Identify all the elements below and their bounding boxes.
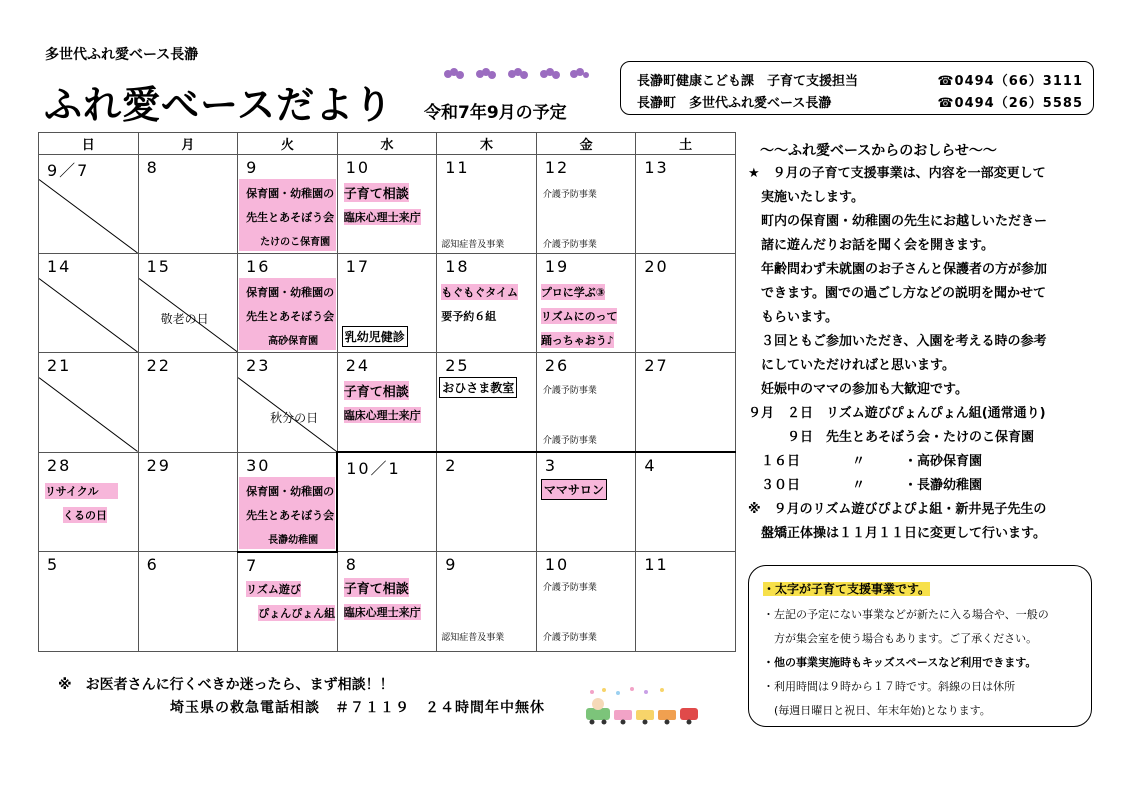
day-number: 9／7: [47, 161, 90, 180]
notice-line: ３０日 〃 ・長瀞幼稚園: [748, 478, 983, 493]
day-cell: [238, 155, 338, 254]
grape-decoration-icon: [440, 66, 590, 82]
day-cell: [238, 254, 338, 353]
event-small: 介護予防事業: [542, 583, 597, 593]
event-boxed: おひさま教室: [439, 377, 517, 398]
day-cell-closed: [39, 353, 139, 453]
event-small: 認知症普及事業: [441, 633, 505, 643]
info-line: ・左記の予定にない事業などが新たに入る場合や、一般の: [763, 608, 1049, 621]
day-number: 2: [445, 456, 458, 475]
day-cell: [636, 452, 736, 552]
notice-line: ９月 ２日 リズム遊びぴょんぴょん組(通常通り): [748, 406, 1046, 421]
notice-line: もらいます。: [748, 310, 838, 325]
holiday-label: 秋分の日: [270, 411, 319, 425]
day-number: 26: [544, 356, 570, 375]
day-cell: [437, 452, 537, 552]
day-cell: [437, 552, 537, 652]
day-number: 3: [544, 456, 557, 475]
calendar-week: [39, 452, 736, 552]
notice-line: ３回ともご参加いただき、入園を考える時の参考: [748, 334, 1047, 349]
day-number: 11: [644, 555, 669, 574]
organization-name: 多世代ふれ愛ベース長瀞: [45, 47, 199, 63]
event-line: リズム遊び: [246, 582, 301, 596]
event-line: リズムにのって: [540, 310, 618, 323]
day-cell: [337, 452, 437, 552]
event-line: 要予約６組: [441, 310, 497, 323]
notice-title: ～～ふれ愛ベースからのおしらせ～～: [760, 143, 997, 159]
day-number: 18: [445, 257, 470, 276]
day-number: 27: [644, 356, 669, 375]
weekday-label: 水: [337, 133, 437, 155]
contact-tel: ☎0494（26）5585: [937, 96, 1083, 111]
event-line: 先生とあそぼう会: [246, 211, 335, 224]
weekday-label: 日: [39, 133, 139, 155]
event-small: 介護予防事業: [542, 386, 597, 396]
day-number: 19: [544, 257, 570, 276]
weekday-header: [39, 133, 736, 155]
info-line: ・利用時間は９時から１７時です。斜線の日は休所: [763, 680, 1016, 693]
day-number: 15: [146, 257, 171, 276]
event-line: プロに学ぶ③: [540, 286, 606, 299]
day-number: 21: [47, 356, 72, 375]
day-cell: [636, 353, 736, 453]
day-cell: [39, 552, 139, 652]
event-small: 介護予防事業: [542, 190, 597, 200]
day-number: 9: [445, 555, 458, 574]
notice-body: [748, 162, 1098, 546]
day-cell-closed: [138, 254, 238, 353]
calendar: [38, 132, 736, 658]
day-number: 28: [47, 455, 72, 475]
footer-advice: ※ お医者さんに行くべきか迷ったら、まず相談！！: [58, 677, 394, 693]
day-cell: [39, 452, 139, 552]
day-number: 25: [445, 356, 470, 375]
day-cell: [536, 353, 636, 453]
day-cell: [636, 552, 736, 652]
day-number: 10: [345, 158, 371, 177]
day-number: 22: [146, 356, 171, 375]
event-line: 保育園・幼稚園の: [246, 484, 335, 498]
notice-line: 町内の保育園・幼稚園の先生にお越しいただきー: [748, 214, 1048, 229]
contact-row: [637, 92, 1083, 111]
day-cell: [138, 353, 238, 453]
notice-line: 盤矯正体操は１１月１１日に変更して行います。: [748, 526, 1046, 541]
calendar-week: [39, 552, 736, 652]
day-number: 10: [544, 555, 570, 574]
event-line: 子育て相談: [344, 578, 409, 597]
contact-name: 長瀞町 多世代ふれ愛ベース長瀞: [637, 96, 832, 111]
notice-line: ★ ９月の子育て支援事業は、内容を一部変更して: [748, 166, 1046, 181]
day-number: 8: [345, 555, 358, 574]
day-cell: [536, 254, 636, 353]
day-number: 29: [146, 455, 171, 475]
day-cell: [337, 552, 437, 652]
day-number: 9: [246, 158, 259, 177]
contact-box: [620, 61, 1094, 115]
info-line: 方が集会室を使う場合もあります。ご了承ください。: [763, 632, 1038, 645]
contact-name: 長瀞町健康こども課 子育て支援担当: [637, 74, 859, 89]
day-cell: [138, 452, 238, 552]
day-number: 5: [47, 555, 60, 574]
day-cell: [437, 155, 537, 254]
day-number: 8: [146, 158, 159, 177]
day-cell: [536, 552, 636, 652]
notice-line: できます。園での過ごし方などの説明を聞かせて: [748, 286, 1046, 301]
day-number: 12: [544, 158, 570, 177]
day-cell: [536, 155, 636, 254]
day-cell: [437, 254, 537, 353]
info-line: (毎週日曜日と祝日、年末年始)となります。: [763, 704, 991, 717]
toy-train-icon: [582, 686, 702, 726]
day-number: 24: [345, 356, 371, 375]
weekday-label: 月: [138, 133, 238, 155]
event-line: くるの日: [63, 508, 107, 522]
day-cell: [238, 552, 338, 652]
event-line: 高砂保育園: [268, 336, 319, 347]
info-line: ・他の事業実施時もキッズスペースなど利用できます。: [763, 656, 1037, 669]
notice-line: 年齢問わず未就園のお子さんと保護者の方が参加: [748, 262, 1048, 277]
day-number: 23: [246, 356, 271, 375]
event-line: 臨床心理士来庁: [343, 211, 421, 224]
event-line: 臨床心理士来庁: [343, 606, 421, 619]
weekday-label: 木: [437, 133, 537, 155]
event-line: 長瀞幼稚園: [268, 534, 319, 546]
day-cell: [536, 452, 636, 552]
event-line: 踊っちゃおう♪: [540, 334, 614, 347]
day-number: 17: [345, 257, 371, 276]
event-line: 先生とあそぼう会: [246, 310, 335, 323]
notice-line: 諸に遊んだりお話を聞く会を開きます。: [748, 238, 994, 253]
newsletter-title: ふれ愛べースだより: [44, 83, 394, 127]
weekday-label: 金: [536, 133, 636, 155]
event-small: 介護予防事業: [542, 240, 597, 250]
event-line: 保育園・幼稚園の: [246, 286, 335, 299]
day-number: 10／1: [346, 459, 401, 478]
day-cell: [437, 353, 537, 453]
contact-tel: ☎0494（66）3111: [937, 74, 1083, 89]
day-cell: [636, 254, 736, 353]
calendar-week: [39, 254, 736, 353]
event-line: もぐもぐタイム: [441, 286, 519, 299]
day-number: 6: [146, 555, 159, 574]
event-small: 介護予防事業: [542, 633, 597, 643]
event-boxed: ママサロン: [541, 479, 607, 500]
event-line: 先生とあそぼう会: [246, 508, 335, 522]
event-line: 子育て相談: [344, 183, 409, 202]
day-cell: [337, 155, 437, 254]
event-line: リサイクル: [45, 483, 118, 499]
info-line: ・太字が子育て支援事業です。: [763, 582, 931, 596]
event-boxed: 乳幼児健診: [342, 326, 408, 347]
event-line: ぴょんぴょん組: [258, 606, 336, 620]
day-cell-closed: [39, 254, 139, 353]
event-line: たけのこ保育園: [260, 237, 331, 248]
event-line: 子育て相談: [344, 381, 409, 400]
info-box: [748, 565, 1092, 727]
day-cell: [337, 353, 437, 453]
notice-line: 妊娠中のママの参加も大歓迎です。: [748, 382, 968, 397]
day-cell: [636, 155, 736, 254]
weekday-label: 土: [636, 133, 736, 155]
weekday-label: 火: [238, 133, 338, 155]
day-number: 16: [246, 257, 271, 276]
day-number: 4: [644, 456, 657, 475]
day-cell: [138, 552, 238, 652]
holiday-label: 敬老の日: [160, 312, 209, 326]
day-number: 30: [246, 455, 271, 475]
contact-row: [637, 70, 1083, 89]
day-cell-closed: [238, 353, 338, 453]
day-cell-closed: [39, 155, 139, 254]
notice-line: ９日 先生とあそぼう会・たけのこ保育園: [748, 430, 1035, 445]
notice-line: １６日 〃 ・高砂保育園: [748, 454, 983, 469]
event-small: 認知症普及事業: [441, 240, 505, 250]
event-line: 臨床心理士来庁: [343, 409, 421, 422]
notice-line: 実施いたします。: [748, 190, 864, 205]
day-cell: [337, 254, 437, 353]
calendar-week: [39, 155, 736, 254]
day-number: 11: [445, 158, 470, 177]
event-line: 保育園・幼稚園の: [246, 187, 335, 200]
notice-line: にしていただければと思います。: [748, 358, 955, 373]
day-cell: [238, 452, 338, 552]
event-small: 介護予防事業: [542, 436, 597, 446]
day-cell: [138, 155, 238, 254]
day-number: 7: [246, 555, 259, 575]
calendar-week: [39, 353, 736, 453]
day-number: 14: [47, 257, 72, 276]
footer-hotline: 埼玉県の救急電話相談 ＃７１１９ ２４時間年中無休: [170, 700, 545, 716]
day-number: 13: [644, 158, 669, 177]
day-number: 20: [644, 257, 669, 276]
notice-line: ※ ９月のリズム遊びぴよぴよ組・新井晃子先生の: [748, 502, 1047, 517]
newsletter-subtitle: 令和7年9月の予定: [424, 103, 567, 123]
